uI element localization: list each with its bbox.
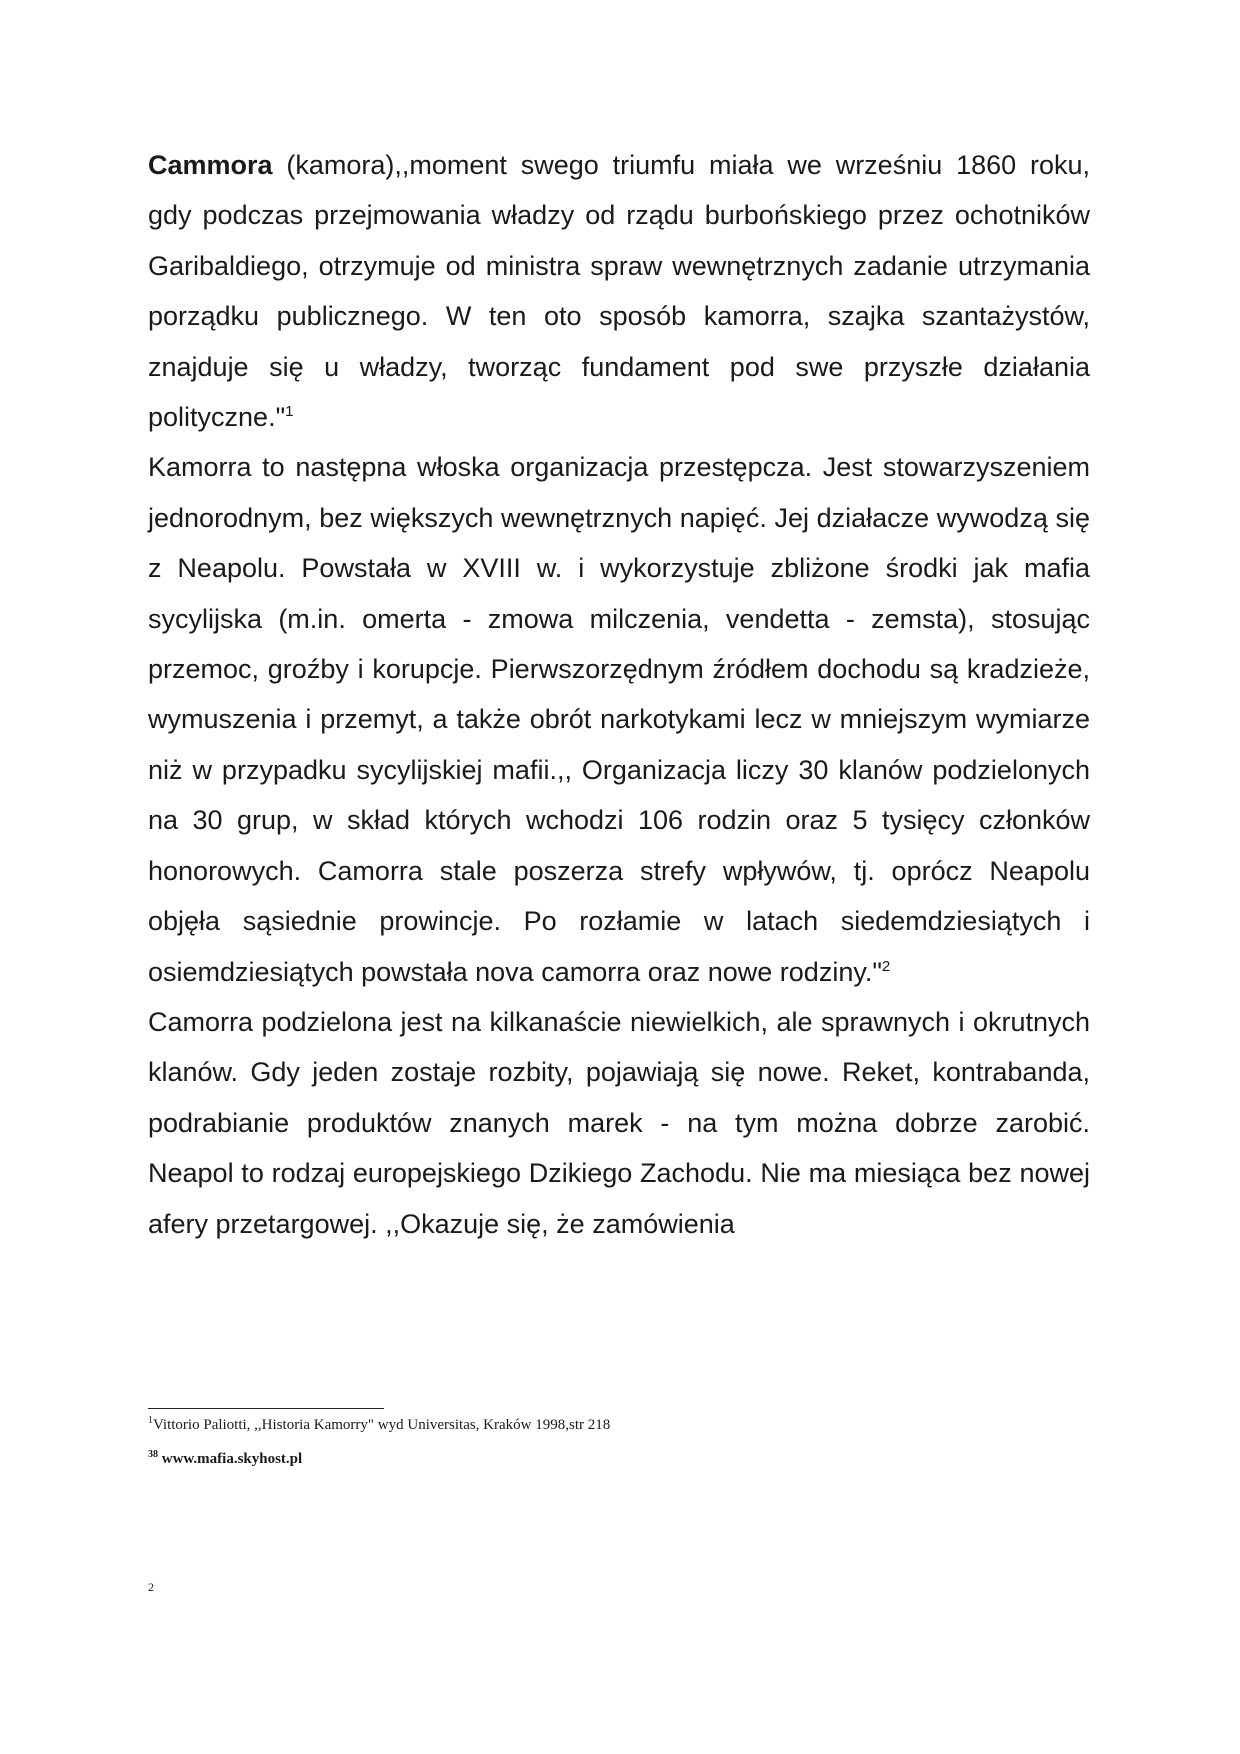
footnote-2-mark: 38 [148, 1449, 158, 1460]
paragraph-2-text: Kamorra to następna włoska organizacja przestępcza. Jest stowarzyszeniem jednorodnym, bez większych wewnętrznych napięć. Jej działacze wywodzą się z Neapolu. Powstała w XVIII w. i wykorzystuje zbliżone środki jak mafia sycylijska (m.in. omerta - zmowa milczenia, vendetta - zemsta), stosując przemoc, groźby i korupcje. Pierwszorzędnym źródłem dochodu są kradzieże, wymuszenia i przemyt, a także obrót narkotykami lecz w mniejszym wymiarze niż w przypadku sycylijskiej mafii.,, Organizacja liczy 30 klanów podzielonych na 30 grup, w skład których wchodzi 106 rodzin oraz 5 tysięcy członków honorowych. Camorra stale poszerza strefy wpływów, tj. oprócz Neapolu objęła sąsiednie prowincje. Po rozłamie w latach siedemdziesiątych i osiemdziesiątych powstała nova camorra oraz nowe rodziny." [148, 452, 1090, 987]
paragraph-3 [148, 997, 1090, 1249]
footnote-2-text[interactable]: www.mafia.skyhost.pl [158, 1451, 303, 1467]
footnote-1-mark: 1 [148, 1415, 153, 1426]
footnote-1 [148, 1416, 1088, 1434]
footnote-ref-2[interactable]: 2 [881, 957, 891, 975]
term-cammora: Cammora [148, 150, 273, 180]
footnote-separator [148, 1408, 384, 1409]
paragraph-2 [148, 442, 1090, 996]
footnote-2 [148, 1450, 1088, 1468]
footnote-ref-1[interactable]: 1 [285, 403, 294, 421]
footnote-1-text: Vittorio Paliotti, ,,Historia Kamorry" wyd Universitas, Kraków 1998,str 218 [153, 1417, 611, 1433]
body-text [148, 140, 1090, 1249]
page-number: 2 [148, 1580, 154, 1594]
paragraph-3-text: Camorra podzielona jest na kilkanaście niewielkich, ale sprawnych i okrutnych klanów. Gdy jeden zostaje rozbity, pojawiają się nowe. Reket, kontrabanda, podrabianie produktów znanych marek - na tym można dobrze zarobić. Neapol to rodzaj europejskiego Dzikiego Zachodu. Nie ma miesiąca bez nowej afery przetargowej. ,,Okazuje się, że zamówienia [148, 1006, 1090, 1239]
paragraph-1 [148, 140, 1090, 442]
footnotes [148, 1416, 1088, 1484]
paragraph-1-text: (kamora),,moment swego triumfu miała we wrześniu 1860 roku, gdy podczas przejmowania władzy od rządu burbońskiego przez ochotników Garibaldiego, otrzymuje od ministra spraw wewnętrznych zadanie utrzymania porządku publicznego. W ten oto sposób kamorra, szajka szantażystów, znajduje się u władzy, tworząc fundament pod swe przyszłe działania polityczne." [148, 150, 1090, 433]
